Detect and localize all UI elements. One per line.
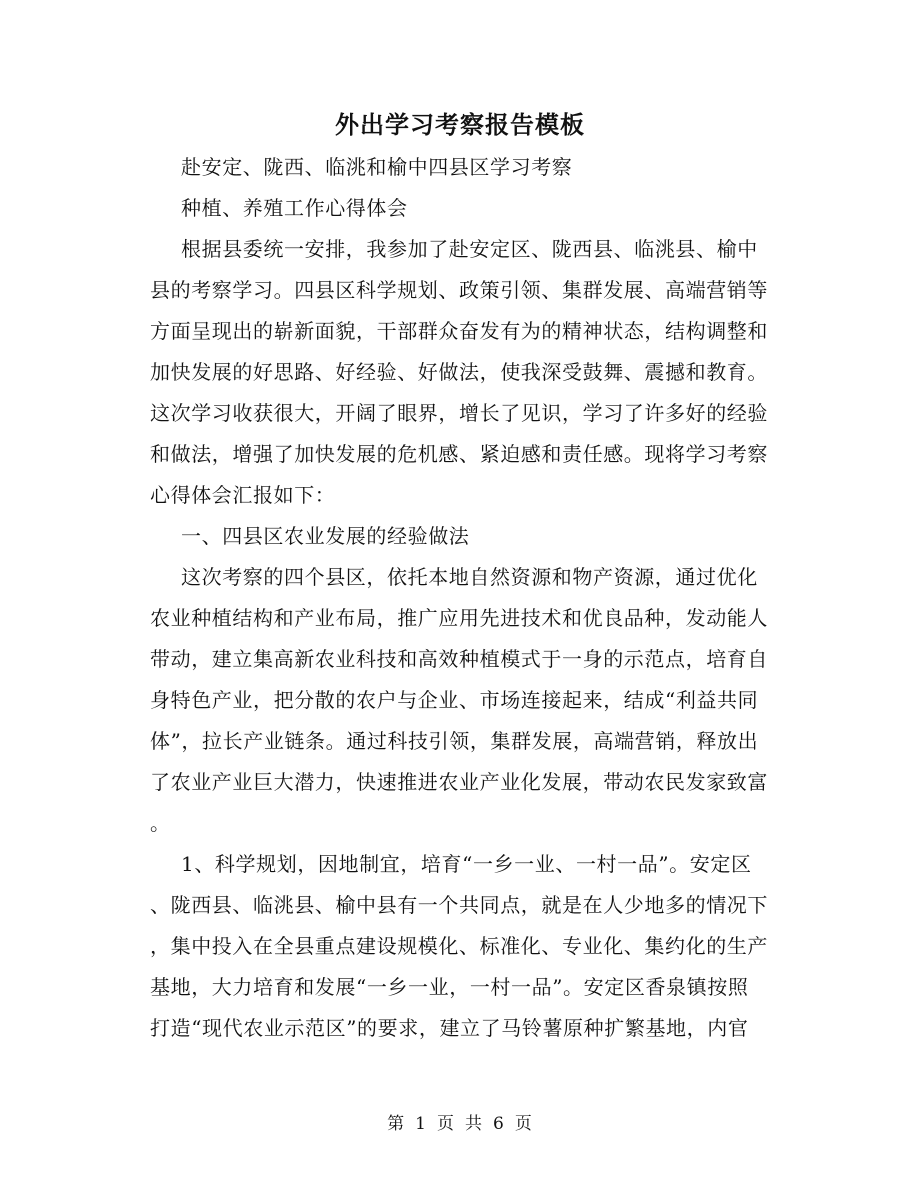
paragraph-line: 1、科学规划，因地制宜，培育“一乡一业、一村一品”。安定区 bbox=[181, 852, 752, 876]
paragraph-line: 带动，建立集高新农业科技和高效种植模式于一身的示范点，培育自 bbox=[150, 647, 768, 671]
paragraph-line: 加快发展的好思路、好经验、好做法，使我深受鼓舞、震撼和教育。 bbox=[150, 360, 768, 384]
page-number: 1 bbox=[415, 1114, 427, 1134]
document-body bbox=[150, 147, 790, 1049]
paragraph-line: 县的考察学习。四县区科学规划、政策引领、集群发展、高端营销等 bbox=[150, 278, 768, 302]
paragraph-line: 方面呈现出的崭新面貌，干部群众奋发有为的精神状态，结构调整和 bbox=[150, 319, 768, 343]
total-pages: 6 bbox=[493, 1114, 505, 1134]
paragraph-line: 基地，大力培育和发展“一乡一业，一村一品”。安定区香泉镇按照 bbox=[150, 975, 749, 999]
paragraph-line: 体”，拉长产业链条。通过科技引领，集群发展，高端营销，释放出 bbox=[150, 729, 759, 753]
paragraph-line: 了农业产业巨大潜力，快速推进农业产业化发展，带动农民发家致富 bbox=[150, 770, 768, 794]
footer-total-label: 共 bbox=[465, 1114, 483, 1134]
document-title: 外出学习考察报告模板 bbox=[335, 110, 585, 139]
footer-prefix: 第 bbox=[387, 1114, 406, 1134]
section-heading: 一、四县区农业发展的经验做法 bbox=[181, 524, 470, 548]
paragraph-line: 和做法，增强了加快发展的危机感、紧迫感和责任感。现将学习考察 bbox=[150, 442, 768, 466]
paragraph-line: 、陇西县、临洮县、榆中县有一个共同点，就是在人少地多的情况下 bbox=[150, 893, 768, 917]
page-footer bbox=[0, 1112, 920, 1136]
paragraph-line: 这次学习收获很大，开阔了眼界，增长了见识，学习了许多好的经验 bbox=[150, 401, 768, 425]
footer-suffix: 页 bbox=[514, 1114, 533, 1134]
footer-page-label: 页 bbox=[437, 1114, 455, 1134]
paragraph-line: 身特色产业，把分散的农户与企业、市场连接起来，结成“利益共同 bbox=[150, 688, 759, 712]
paragraph-line: 这次考察的四个县区，依托本地自然资源和物产资源，通过优化 bbox=[181, 565, 758, 589]
paragraph-line: 农业种植结构和产业布局，推广应用先进技术和优良品种，发动能人 bbox=[150, 606, 768, 630]
paragraph-line: 打造“现代农业示范区”的要求，建立了马铃薯原种扩繁基地，内官 bbox=[150, 1016, 749, 1040]
paragraph-line: 心得体会汇报如下： bbox=[150, 483, 336, 507]
subtitle-line: 赴安定、陇西、临洮和榆中四县区学习考察 bbox=[181, 155, 573, 179]
subtitle-line: 种植、养殖工作心得体会 bbox=[181, 196, 408, 220]
paragraph-line: ，集中投入在全县重点建设规模化、标准化、专业化、集约化的生产 bbox=[150, 934, 768, 958]
paragraph-line: 根据县委统一安排，我参加了赴安定区、陇西县、临洮县、榆中 bbox=[181, 237, 758, 261]
paragraph-line: 。 bbox=[150, 811, 171, 835]
